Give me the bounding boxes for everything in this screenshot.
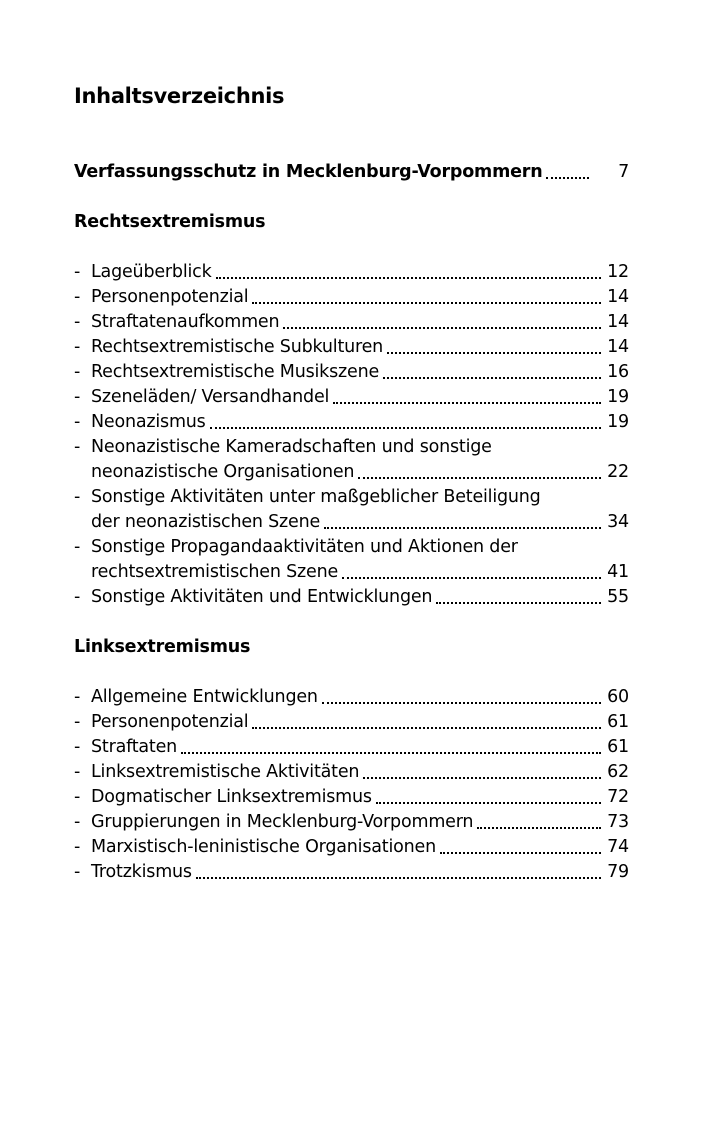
list-dash: - — [74, 387, 81, 407]
list-dash: - — [74, 337, 81, 357]
dot-leader — [546, 177, 589, 179]
list-dash: - — [74, 787, 81, 807]
toc-entry-label: Gruppierungen in Mecklenburg-Vorpommern — [91, 812, 474, 832]
toc-entry-label: neonazistische Organisationen — [91, 462, 355, 482]
toc-entry — [74, 710, 629, 735]
dot-leader — [440, 852, 601, 854]
toc-entry — [74, 785, 629, 810]
toc-entry-page: 14 — [607, 287, 629, 307]
toc-entry-label: Sonstige Aktivitäten und Entwicklungen — [91, 587, 433, 607]
list-dash: - — [74, 862, 81, 882]
toc-entry-page: 61 — [607, 712, 629, 732]
list-dash: - — [74, 762, 81, 782]
toc-entry-label-line1: Sonstige Aktivitäten unter maßgeblicher Beteiligung — [91, 487, 541, 507]
toc-entry-label: Straftatenaufkommen — [91, 312, 280, 332]
toc-entry-page: 73 — [607, 812, 629, 832]
dot-leader — [436, 602, 601, 604]
toc-entry-page: 61 — [607, 737, 629, 757]
toc-entry-first-line — [74, 435, 492, 460]
list-dash: - — [74, 687, 81, 707]
toc-entry — [74, 685, 629, 710]
list-dash: - — [74, 712, 81, 732]
toc-entry-label: Neonazismus — [91, 412, 206, 432]
dot-leader — [387, 352, 601, 354]
toc-entry-page: 72 — [607, 787, 629, 807]
toc-entry — [74, 560, 629, 585]
toc-entry — [74, 510, 629, 535]
toc-entry-label: Linksextremistische Aktivitäten — [91, 762, 360, 782]
toc-entry — [74, 410, 629, 435]
toc-entry-page: 19 — [607, 387, 629, 407]
toc-entry-label: Rechtsextremistische Musikszene — [91, 362, 380, 382]
toc-entry-first-line — [74, 535, 518, 560]
list-dash: - — [74, 362, 81, 382]
toc-entry-label: Personenpotenzial — [91, 712, 249, 732]
toc-entry-page: 22 — [607, 462, 629, 482]
toc-entry-label: Allgemeine Entwicklungen — [91, 687, 318, 707]
toc-entry-label-line1: Neonazistische Kameradschaften und sonstige — [91, 437, 492, 457]
section-heading-linksextremismus: Linksextremismus — [74, 637, 251, 657]
list-dash: - — [74, 262, 81, 282]
dot-leader — [252, 727, 601, 729]
dot-leader — [252, 302, 601, 304]
toc-entry — [74, 835, 629, 860]
toc-entry — [74, 735, 629, 760]
toc-entry-page: 19 — [607, 412, 629, 432]
toc-entry-label: Straftaten — [91, 737, 178, 757]
toc-entry-verfassungsschutz — [74, 160, 629, 185]
toc-entry-page: 41 — [607, 562, 629, 582]
dot-leader — [210, 427, 601, 429]
toc-entry — [74, 260, 629, 285]
toc-entry-page: 16 — [607, 362, 629, 382]
toc-entry — [74, 460, 629, 485]
toc-entry-label: Rechtsextremistische Subkulturen — [91, 337, 384, 357]
list-dash: - — [74, 437, 81, 457]
toc-entry-label: der neonazistischen Szene — [91, 512, 321, 532]
toc-entry-page: 14 — [607, 337, 629, 357]
dot-leader — [322, 702, 601, 704]
dot-leader — [324, 527, 601, 529]
toc-entry-page: 62 — [607, 762, 629, 782]
toc-entry-page: 34 — [607, 512, 629, 532]
toc-entry — [74, 310, 629, 335]
toc-entry-page: 12 — [607, 262, 629, 282]
toc-entry-label: Szeneläden/ Versandhandel — [91, 387, 330, 407]
toc-entry-label: Dogmatischer Linksextremismus — [91, 787, 372, 807]
dot-leader — [181, 752, 601, 754]
toc-entry — [74, 760, 629, 785]
toc-entry-page: 55 — [607, 587, 629, 607]
toc-entry-label: Trotzkismus — [91, 862, 192, 882]
toc-entry-label: rechtsextremistischen Szene — [91, 562, 339, 582]
toc-entry — [74, 335, 629, 360]
page-title: Inhaltsverzeichnis — [74, 84, 285, 108]
toc-entry-page: 7 — [618, 162, 629, 182]
dot-leader — [358, 477, 601, 479]
toc-entry-page: 79 — [607, 862, 629, 882]
toc-entry — [74, 385, 629, 410]
dot-leader — [196, 877, 601, 879]
toc-entry-page: 60 — [607, 687, 629, 707]
list-dash: - — [74, 812, 81, 832]
toc-entry-label: Lageüberblick — [91, 262, 212, 282]
dot-leader — [477, 827, 601, 829]
list-dash: - — [74, 587, 81, 607]
list-dash: - — [74, 287, 81, 307]
toc-entry-label: Personenpotenzial — [91, 287, 249, 307]
toc-entry-page: 14 — [607, 312, 629, 332]
toc-entry-page: 74 — [607, 837, 629, 857]
list-dash: - — [74, 537, 81, 557]
dot-leader — [363, 777, 601, 779]
list-dash: - — [74, 412, 81, 432]
dot-leader — [283, 327, 601, 329]
dot-leader — [216, 277, 602, 279]
dot-leader — [383, 377, 601, 379]
dot-leader — [342, 577, 601, 579]
toc-entry — [74, 285, 629, 310]
dot-leader — [333, 402, 601, 404]
list-dash: - — [74, 312, 81, 332]
toc-entry — [74, 810, 629, 835]
toc-entry — [74, 360, 629, 385]
list-dash: - — [74, 487, 81, 507]
toc-entry-label-line1: Sonstige Propagandaaktivitäten und Aktionen der — [91, 537, 518, 557]
toc-entry-label: Verfassungsschutz in Mecklenburg-Vorpommern — [74, 162, 543, 182]
toc-entry — [74, 585, 629, 610]
toc-entry-label: Marxistisch-leninistische Organisationen — [91, 837, 436, 857]
toc-entry — [74, 860, 629, 885]
list-dash: - — [74, 737, 81, 757]
list-dash: - — [74, 837, 81, 857]
toc-entry-first-line — [74, 485, 541, 510]
dot-leader — [376, 802, 601, 804]
section-heading-rechtsextremismus: Rechtsextremismus — [74, 212, 266, 232]
